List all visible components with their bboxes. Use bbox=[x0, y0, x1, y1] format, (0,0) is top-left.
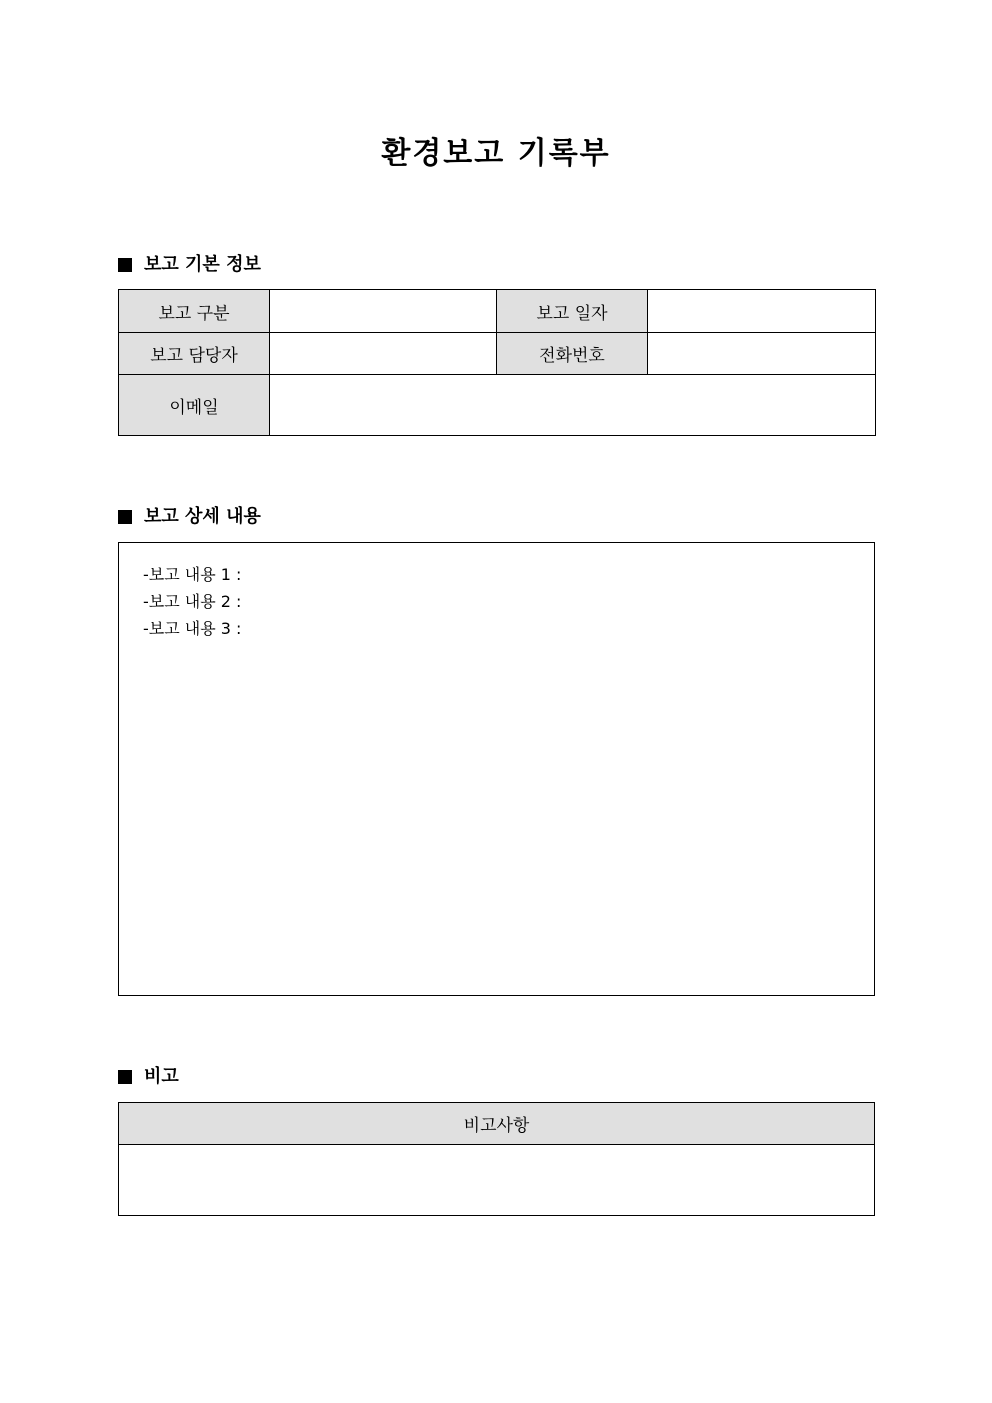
remarks-field[interactable] bbox=[119, 1145, 875, 1216]
label-manager: 보고 담당자 bbox=[119, 333, 270, 375]
field-date[interactable] bbox=[648, 290, 876, 333]
detail-line-1: -보고 내용 1 : bbox=[143, 565, 242, 584]
black-square-icon bbox=[118, 258, 132, 272]
detail-line-2: -보고 내용 2 : bbox=[143, 592, 242, 611]
section-heading-basic bbox=[118, 252, 261, 278]
detail-line-3: -보고 내용 3 : bbox=[143, 619, 242, 638]
section-heading-remarks bbox=[118, 1064, 179, 1090]
section-heading-detail bbox=[118, 504, 261, 530]
remarks-table bbox=[118, 1102, 875, 1216]
label-email: 이메일 bbox=[119, 375, 270, 436]
remarks-header: 비고사항 bbox=[119, 1103, 875, 1145]
basic-info-table bbox=[118, 289, 876, 436]
field-email[interactable] bbox=[270, 375, 876, 436]
detail-content-box[interactable] bbox=[118, 542, 875, 996]
field-category[interactable] bbox=[270, 290, 497, 333]
label-phone: 전화번호 bbox=[497, 333, 648, 375]
document-title: 환경보고 기록부 bbox=[381, 136, 611, 171]
field-phone[interactable] bbox=[648, 333, 876, 375]
section-heading-detail-label: 보고 상세 내용 bbox=[144, 506, 261, 527]
field-manager[interactable] bbox=[270, 333, 497, 375]
section-heading-remarks-label: 비고 bbox=[144, 1066, 179, 1087]
black-square-icon bbox=[118, 510, 132, 524]
black-square-icon bbox=[118, 1070, 132, 1084]
label-date: 보고 일자 bbox=[497, 290, 648, 333]
section-heading-basic-label: 보고 기본 정보 bbox=[144, 254, 261, 275]
label-category: 보고 구분 bbox=[119, 290, 270, 333]
